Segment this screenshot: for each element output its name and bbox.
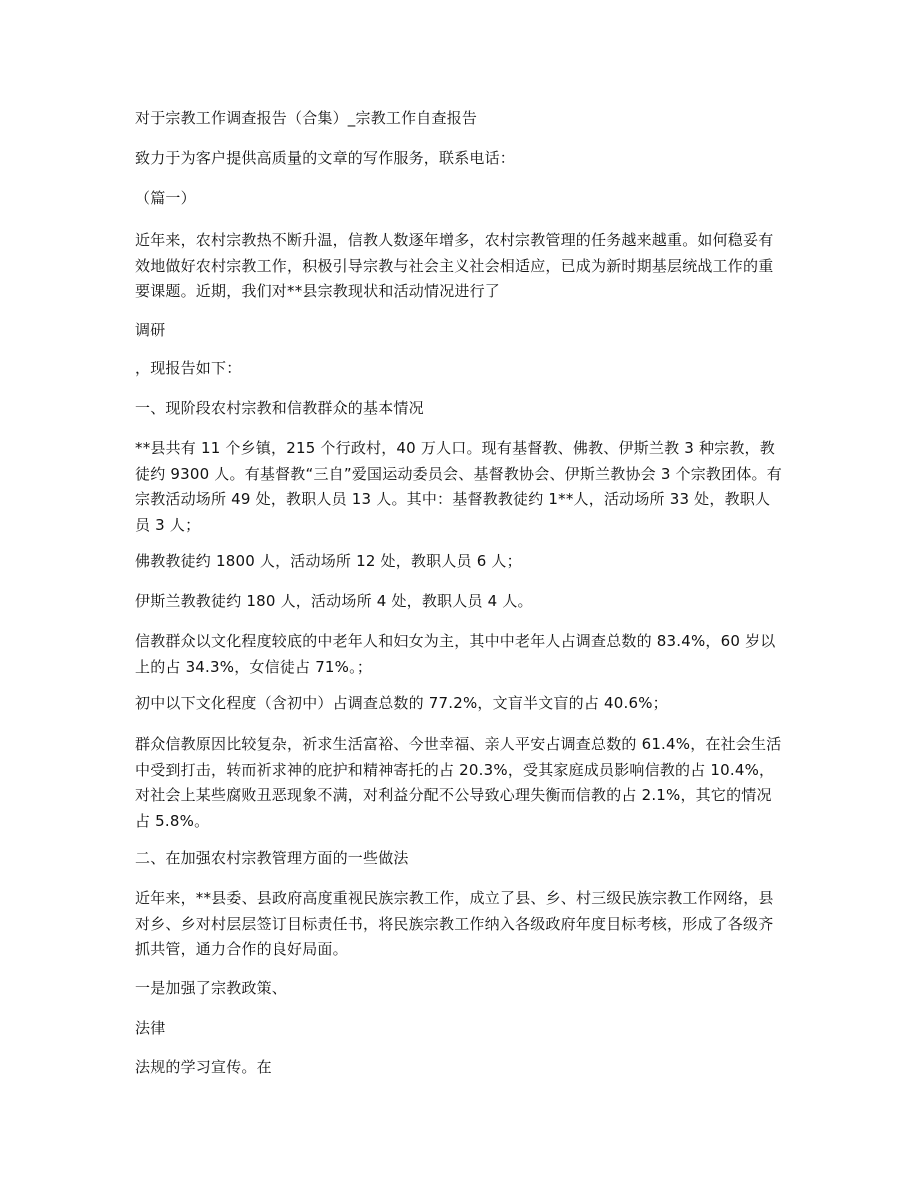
paragraph-5: 佛教教徒约 1800 人，活动场所 12 处，教职人员 6 人； — [135, 552, 522, 570]
paragraph-4: **县共有 11 个乡镇，215 个行政村，40 万人口。现有基督教、佛教、伊斯兰教 3 种宗教，教徒约 9300 人。有基督教“三自”爱国运动委员会、基督教协会、伊斯兰教协会 3 个宗教团体。有宗教活动场所 49 处，教职人员 13 人。其中：基督教教徒约 1**人，活动场所 33 处，教职人员 3 人； — [135, 439, 782, 534]
heading-2: 二、在加强农村宗教管理方面的一些做法 — [135, 849, 409, 867]
paragraph-10: 近年来，**县委、县政府高度重视民族宗教工作，成立了县、乡、村三级民族宗教工作网络，县对乡、乡对村层层签订目标责任书，将民族宗教工作纳入各级政府年度目标考核，形成了各级齐抓共管，通力合作的良好局面。 — [135, 889, 774, 958]
paragraph-6: 伊斯兰教教徒约 180 人，活动场所 4 处，教职人员 4 人。 — [135, 592, 533, 610]
heading-1: 一、现阶段农村宗教和信教群众的基本情况 — [135, 399, 424, 417]
paragraph-12: 法律 — [135, 1019, 166, 1037]
section-label: （篇一） — [135, 189, 196, 207]
document-title: 对于宗教工作调查报告（合集）_宗教工作自查报告 — [135, 109, 478, 127]
paragraph-11: 一是加强了宗教政策、 — [135, 979, 288, 997]
intro-line: 致力于为客户提供高质量的文章的写作服务，联系电话： — [135, 149, 516, 167]
paragraph-1: 近年来，农村宗教热不断升温，信教人数逐年增多，农村宗教管理的任务越来越重。如何稳妥有效地做好农村宗教工作，积极引导宗教与社会主义社会相适应，已成为新时期基层统战工作的重要课题。近期，我们对**县宗教现状和活动情况进行了 — [135, 231, 774, 300]
paragraph-3: ，现报告如下： — [135, 359, 242, 377]
paragraph-7: 信教群众以文化程度较底的中老年人和妇女为主，其中中老年人占调查总数的 83.4%，60 岁以上的占 34.3%，女信徒占 71%。； — [135, 632, 776, 676]
paragraph-9: 群众信教原因比较复杂，祈求生活富裕、今世幸福、亲人平安占调查总数的 61.4%，在社会生活中受到打击，转而祈求神的庇护和精神寄托的占 20.3%，受其家庭成员影响信教的占 10.4%，对社会上某些腐败丑恶现象不满，对利益分配不公导致心理失衡而信教的占 2.1%，其它的情况占 5.8%。 — [135, 735, 782, 830]
paragraph-2: 调研 — [135, 321, 166, 339]
paragraph-8: 初中以下文化程度（含初中）占调查总数的 77.2%，文盲半文盲的占 40.6%； — [135, 694, 668, 712]
paragraph-13: 法规的学习宣传。在 — [135, 1058, 272, 1076]
